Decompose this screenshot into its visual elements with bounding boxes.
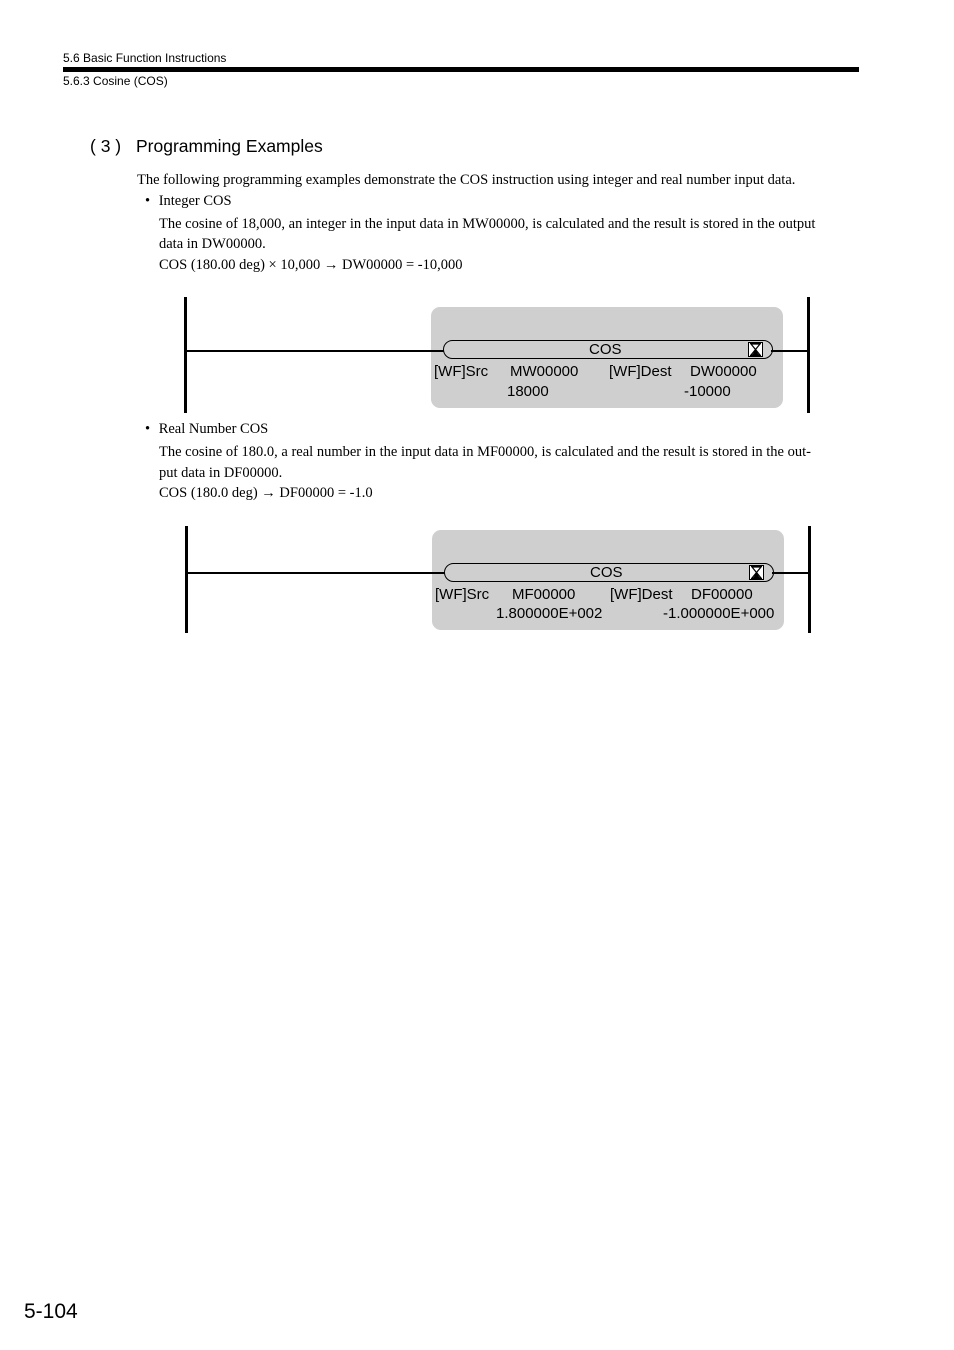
section-heading xyxy=(90,136,323,157)
dest-register: DF00000 xyxy=(691,586,753,603)
input-wire xyxy=(187,572,445,574)
hourglass-icon xyxy=(748,342,763,357)
right-power-rail xyxy=(807,297,810,413)
example-label-integer: Integer COS xyxy=(158,193,232,209)
right-power-rail xyxy=(808,526,811,633)
src-value: 1.800000E+002 xyxy=(496,605,603,622)
src-register: MW00000 xyxy=(510,363,579,380)
src-label: [WF]Src xyxy=(434,363,489,380)
header-rule xyxy=(63,67,859,72)
real-desc-line1: The cosine of 180.0, a real number in the input data in MF00000, is calculated and the result is stored in the out- xyxy=(159,444,811,460)
intro-text: The following programming examples demonstrate the COS instruction using integer and real number input data. xyxy=(137,172,796,188)
bullet-real xyxy=(145,421,268,438)
header-section: 5.6 Basic Function Instructions xyxy=(63,51,227,65)
hourglass-icon xyxy=(749,565,764,580)
output-wire xyxy=(771,350,808,352)
integer-desc-line1: The cosine of 18,000, an integer in the input data in MW00000, is calculated and the result is stored in the output xyxy=(159,216,816,232)
integer-desc-line2: data in DW00000. xyxy=(159,236,266,252)
bullet-mark: • xyxy=(145,193,151,209)
section-title: Programming Examples xyxy=(136,136,323,156)
section-number: ( 3 ) xyxy=(90,136,122,156)
input-wire xyxy=(186,350,444,352)
dest-value: -10000 xyxy=(684,383,731,400)
dest-value: -1.000000E+000 xyxy=(663,605,775,622)
header-subsection: 5.6.3 Cosine (COS) xyxy=(63,74,168,88)
src-register: MF00000 xyxy=(512,586,576,603)
dest-label: [WF]Dest xyxy=(610,586,673,603)
left-power-rail xyxy=(184,297,187,413)
src-value: 18000 xyxy=(507,383,549,400)
dest-register: DW00000 xyxy=(690,363,757,380)
real-formula: COS (180.0 deg) → DF00000 = -1.0 xyxy=(159,485,373,501)
cos-block-title: COS xyxy=(589,341,622,358)
bullet-integer xyxy=(145,193,232,210)
left-power-rail xyxy=(185,526,188,633)
example-label-real: Real Number COS xyxy=(158,421,269,437)
integer-formula: COS (180.00 deg) × 10,000 → DW00000 = -10,000 xyxy=(159,257,463,273)
bullet-mark: • xyxy=(145,421,151,437)
output-wire xyxy=(772,572,809,574)
cos-block-title: COS xyxy=(590,564,623,581)
real-desc-line2: put data in DF00000. xyxy=(159,465,283,481)
page-number: 5-104 xyxy=(24,1300,78,1323)
dest-label: [WF]Dest xyxy=(609,363,672,380)
src-label: [WF]Src xyxy=(435,586,490,603)
